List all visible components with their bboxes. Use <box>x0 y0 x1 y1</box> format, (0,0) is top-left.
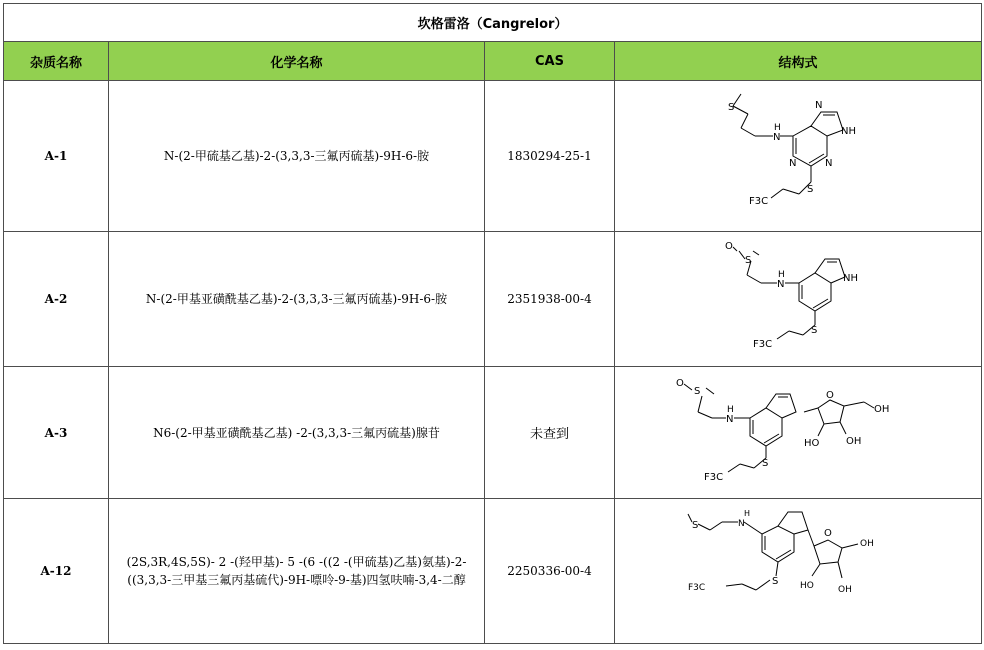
structure-label: S <box>694 385 701 397</box>
structure-label: NH <box>841 126 857 137</box>
cas-number: 2250336-00-4 <box>485 499 615 644</box>
structure-cell <box>615 81 982 232</box>
structure-label: N <box>825 158 833 169</box>
chemical-name: N6-(2-甲基亚磺酰基乙基) -2-(3,3,3-三氟丙硫基)腺苷 <box>109 367 485 499</box>
structure-cell <box>615 499 982 644</box>
structure-label: N <box>777 278 785 290</box>
chemical-name: N-(2-甲基亚磺酰基乙基)-2-(3,3,3-三氟丙硫基)-9H-6-胺 <box>109 232 485 367</box>
structure-label: HO <box>800 580 814 591</box>
structure-label: S <box>762 457 769 469</box>
header-row <box>4 42 982 81</box>
structure-label: NH <box>843 272 859 284</box>
impurity-table <box>3 3 982 644</box>
table-row <box>4 81 982 232</box>
structure-label: S <box>692 519 699 531</box>
structure-label: OH <box>874 403 890 415</box>
structure-label: F3C <box>704 471 724 483</box>
structure-label: OH <box>846 435 862 447</box>
structure-a3-image <box>668 372 928 494</box>
structure-label: N <box>773 132 781 143</box>
table-row <box>4 499 982 644</box>
impurity-name: A-1 <box>4 81 109 232</box>
header-structure: 结构式 <box>615 42 982 81</box>
structure-a2-image <box>713 237 883 362</box>
structure-label: O <box>824 527 832 539</box>
chemical-name: N-(2-甲硫基乙基)-2-(3,3,3-三氟丙硫基)-9H-6-胺 <box>109 81 485 232</box>
cas-number: 1830294-25-1 <box>485 81 615 232</box>
structure-label: S <box>811 324 818 336</box>
structure-label: S <box>728 102 735 113</box>
impurity-name: A-3 <box>4 367 109 499</box>
header-cas: CAS <box>485 42 615 81</box>
structure-label: H <box>774 123 781 133</box>
structure-label: OH <box>860 538 874 549</box>
structure-label: O <box>725 240 733 252</box>
structure-a1-image <box>713 86 883 226</box>
structure-label: O <box>826 389 834 401</box>
table-title: 坎格雷洛（Cangrelor） <box>4 4 982 42</box>
structure-label: N <box>726 413 734 425</box>
structure-label: N <box>738 518 745 529</box>
table-row <box>4 232 982 367</box>
structure-label: S <box>807 184 814 195</box>
structure-cell <box>615 232 982 367</box>
table-row <box>4 367 982 499</box>
structure-label: F3C <box>749 196 769 207</box>
structure-label: N <box>815 100 823 111</box>
structure-label: H <box>727 404 734 415</box>
impurity-name: A-2 <box>4 232 109 367</box>
structure-label: HO <box>804 437 820 449</box>
cas-number: 2351938-00-4 <box>485 232 615 367</box>
structure-label: OH <box>838 584 852 595</box>
structure-label: S <box>745 254 752 266</box>
header-impurity-name: 杂质名称 <box>4 42 109 81</box>
structure-label: S <box>772 575 779 587</box>
chemical-name: (2S,3R,4S,5S)- 2 -(羟甲基)- 5 -(6 -((2 -(甲硫基)乙基)氨基)-2-((3,3,3-三甲基三氟丙基硫代)-9H-嘌呤-9-基)四氢呋喃-3,4-二醇 <box>109 499 485 644</box>
structure-a12-image <box>678 504 918 639</box>
structure-label: N <box>789 158 797 169</box>
structure-label: F3C <box>753 338 773 350</box>
structure-label: H <box>778 269 785 280</box>
cas-number: 未查到 <box>485 367 615 499</box>
structure-label: O <box>676 377 684 389</box>
structure-label: H <box>744 508 751 518</box>
impurity-name: A-12 <box>4 499 109 644</box>
header-chemical-name: 化学名称 <box>109 42 485 81</box>
structure-cell <box>615 367 982 499</box>
structure-label: F3C <box>688 582 706 593</box>
